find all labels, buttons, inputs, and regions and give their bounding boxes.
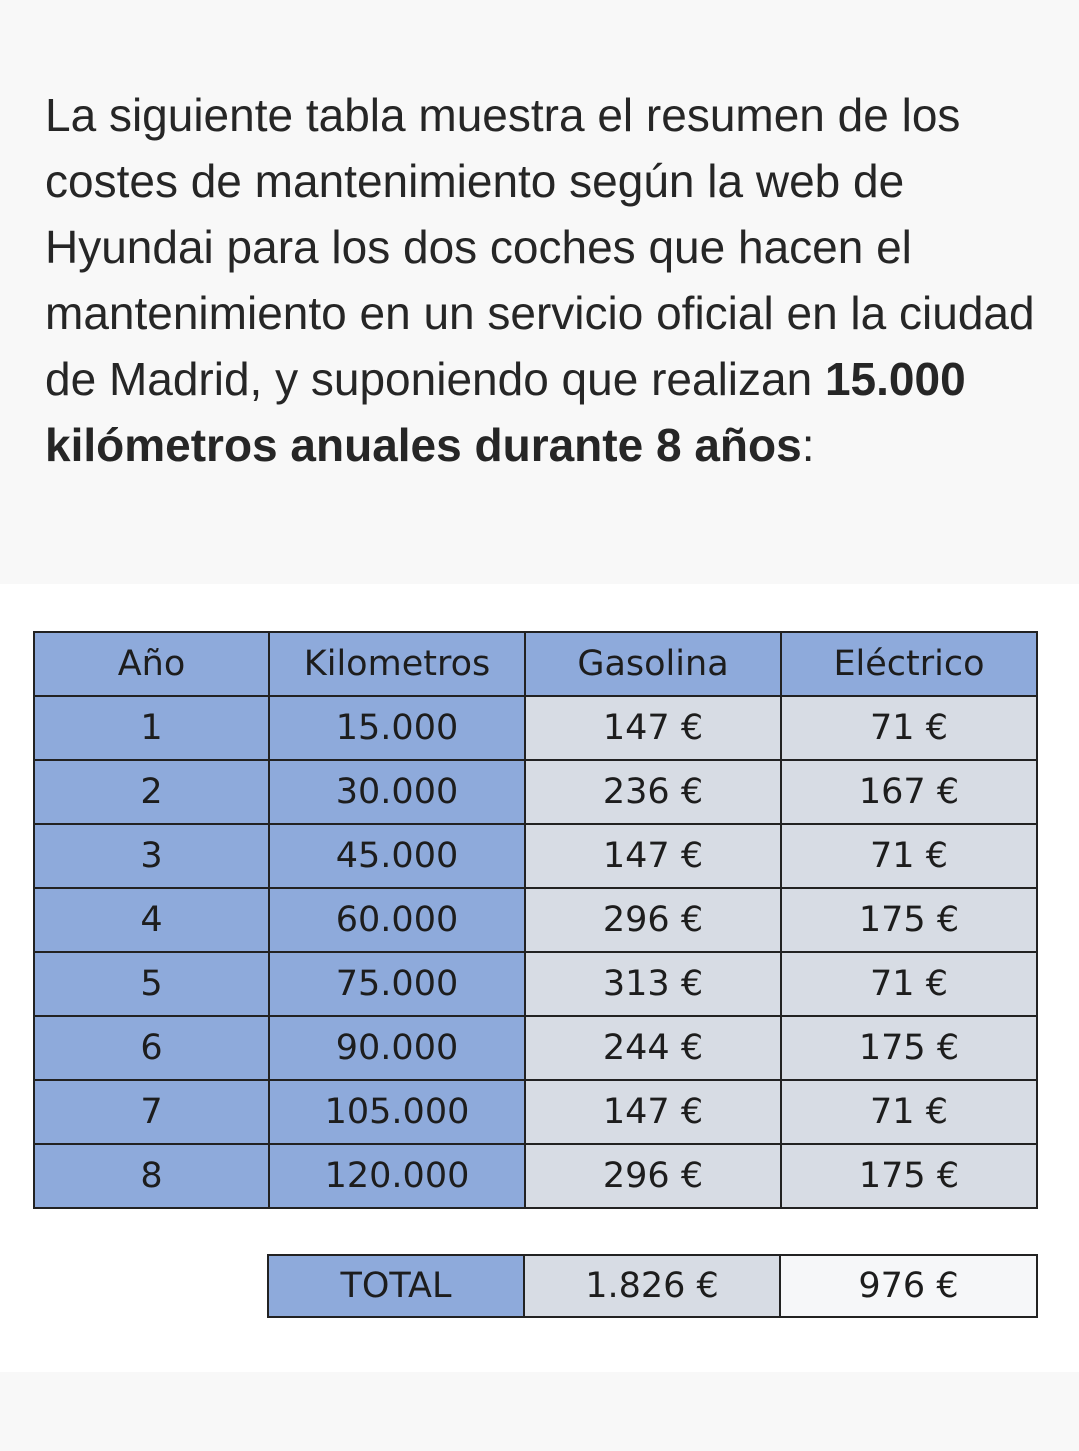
cell-electrico: 175 € [781, 1144, 1037, 1208]
header-electrico: Eléctrico [781, 632, 1037, 696]
header-gasolina: Gasolina [525, 632, 781, 696]
cell-year: 2 [34, 760, 269, 824]
cell-year: 4 [34, 888, 269, 952]
cell-km: 75.000 [269, 952, 525, 1016]
cell-km: 105.000 [269, 1080, 525, 1144]
intro-paragraph [45, 82, 1055, 478]
table-row [34, 1080, 1037, 1144]
cell-electrico: 71 € [781, 696, 1037, 760]
cell-year: 1 [34, 696, 269, 760]
cell-km: 60.000 [269, 888, 525, 952]
total-row [268, 1255, 1037, 1317]
cell-gasolina: 147 € [525, 696, 781, 760]
cell-km: 120.000 [269, 1144, 525, 1208]
cell-electrico: 71 € [781, 1080, 1037, 1144]
table-row [34, 952, 1037, 1016]
table-row [34, 1016, 1037, 1080]
cell-gasolina: 296 € [525, 888, 781, 952]
header-ano: Año [34, 632, 269, 696]
cell-year: 8 [34, 1144, 269, 1208]
table-row [34, 696, 1037, 760]
total-electrico: 976 € [780, 1255, 1037, 1317]
cell-gasolina: 236 € [525, 760, 781, 824]
table-row [34, 1144, 1037, 1208]
cell-gasolina: 244 € [525, 1016, 781, 1080]
cell-electrico: 71 € [781, 952, 1037, 1016]
cell-electrico: 175 € [781, 888, 1037, 952]
cell-electrico: 71 € [781, 824, 1037, 888]
cell-km: 30.000 [269, 760, 525, 824]
cell-electrico: 167 € [781, 760, 1037, 824]
cell-gasolina: 147 € [525, 1080, 781, 1144]
cell-gasolina: 296 € [525, 1144, 781, 1208]
cell-km: 45.000 [269, 824, 525, 888]
intro-text: La siguiente tabla muestra el resumen de los costes de mantenimiento según la web de Hyundai para los dos coches que hacen el mantenimiento en un servicio oficial en la ciudad de Madrid, y suponiendo que realizan [45, 89, 1035, 405]
cell-electrico: 175 € [781, 1016, 1037, 1080]
maintenance-cost-table [33, 631, 1038, 1209]
header-kilometros: Kilometros [269, 632, 525, 696]
table-row [34, 824, 1037, 888]
total-gasolina: 1.826 € [524, 1255, 780, 1317]
cell-km: 90.000 [269, 1016, 525, 1080]
page-footer-area [0, 1372, 1079, 1451]
table-header-row [34, 632, 1037, 696]
cell-gasolina: 147 € [525, 824, 781, 888]
cell-year: 7 [34, 1080, 269, 1144]
cell-gasolina: 313 € [525, 952, 781, 1016]
total-label: TOTAL [268, 1255, 524, 1317]
cell-km: 15.000 [269, 696, 525, 760]
table-row [34, 760, 1037, 824]
cell-year: 3 [34, 824, 269, 888]
intro-colon: : [801, 419, 815, 471]
intro-bold-text: 15.000 kilómetros anuales durante 8 años [45, 353, 966, 471]
table-row [34, 888, 1037, 952]
cell-year: 5 [34, 952, 269, 1016]
total-table [267, 1254, 1038, 1318]
cell-year: 6 [34, 1016, 269, 1080]
